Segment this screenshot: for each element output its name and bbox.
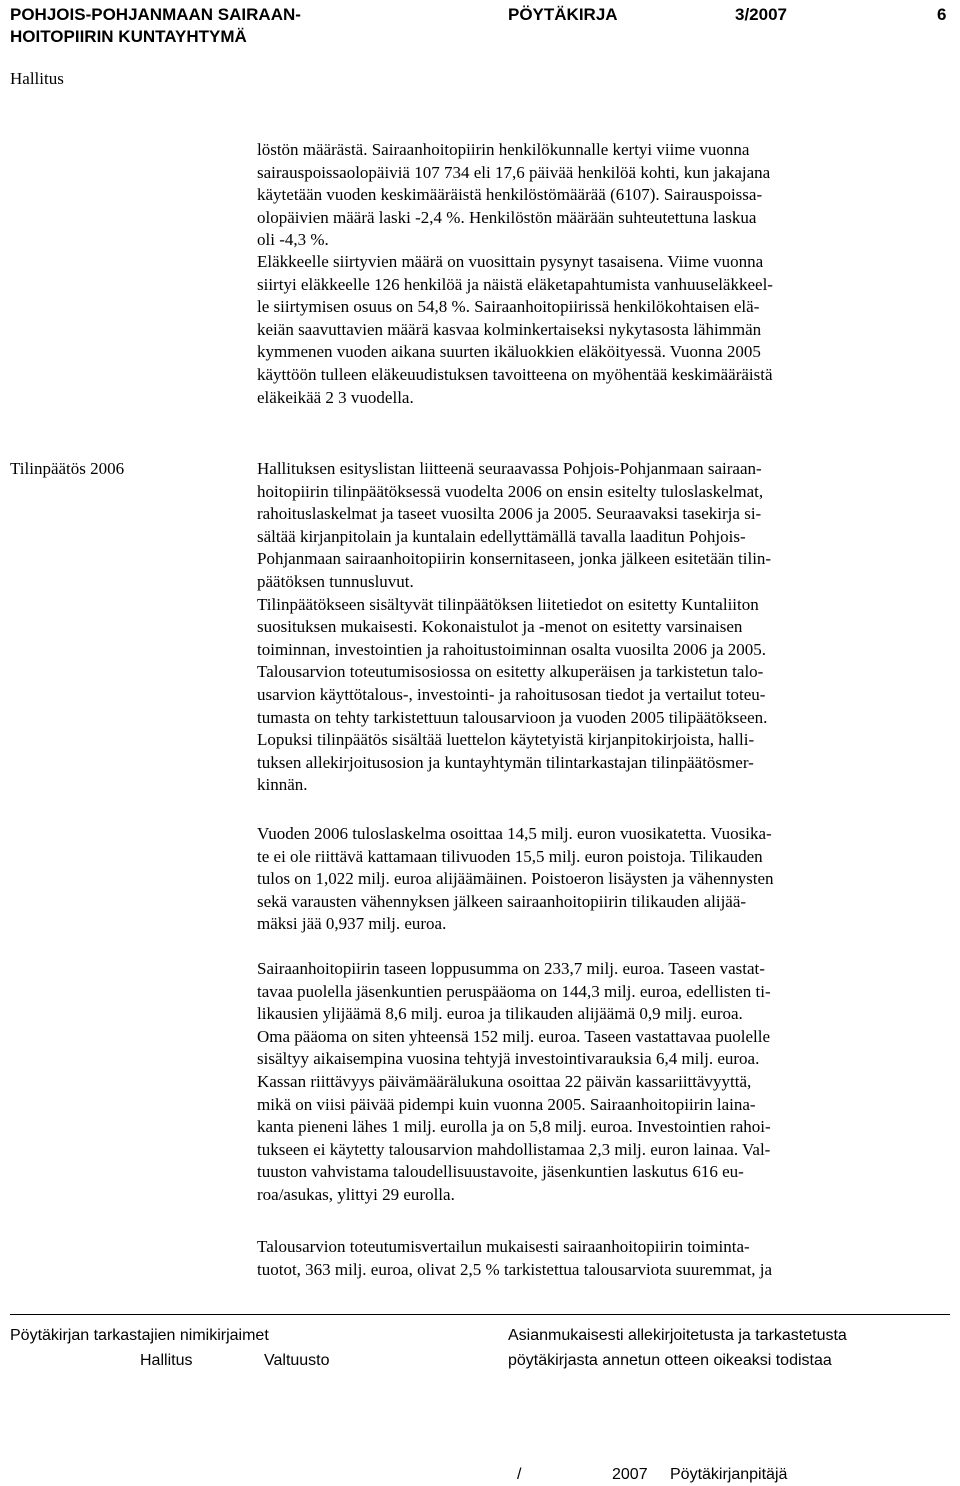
text-line: tuksen allekirjoitusosion ja kuntayhtymän tilintarkastajan tilinpäätösmer-: [257, 752, 754, 772]
text-line: kanta pieneni lähes 1 milj. eurolla ja on 5,8 milj. euroa. Investointien rahoi-: [257, 1117, 771, 1137]
organization-name: [10, 4, 301, 48]
text-line: tuuston vahvistama taloudellisuustavoite, jäsenkuntien laskutus 616 eu-: [257, 1162, 744, 1182]
text-line: Talousarvion toteutumisosiossa on esitetty alkuperäisen ja tarkistetun talo-: [257, 662, 764, 682]
text-line: löstön määrästä. Sairaanhoitopiirin henkilökunnalle kertyi viime vuonna: [257, 140, 750, 159]
text-line: te ei ole riittävä kattamaan tilivuoden 15,5 milj. euron poistoja. Tilikauden: [257, 846, 763, 866]
paragraph: [257, 1236, 957, 1281]
text-line: rahoituslaskelmat ja taseet vuosilta 2006 ja 2005. Seuraavaksi tasekirja si-: [257, 504, 762, 524]
text-line: käyttöön tulleen eläkeuudistuksen tavoitteena on myöhentää keskimääräistä: [257, 364, 773, 384]
text-line: oli -4,3 %.: [257, 230, 329, 250]
text-line: Eläkkeelle siirtyvien määrä on vuosittain pysynyt tasaisena. Viime vuonna: [257, 252, 764, 271]
initials-title: Pöytäkirjan tarkastajien nimikirjaimet: [10, 1327, 269, 1344]
organization-name-line1: POHJOIS-POHJANMAAN SAIRAAN-: [10, 5, 301, 24]
certification-line2: pöytäkirjasta annetun otteen oikeaksi todistaa: [508, 1352, 832, 1369]
initials-hallitus-label: Hallitus: [140, 1352, 193, 1369]
issue-number: 3/2007: [735, 5, 787, 24]
text-line: tulos on 1,022 milj. euroa alijäämäinen. Poistoeron lisäysten ja vähennysten: [257, 869, 774, 889]
keeper-label: Pöytäkirjanpitäjä: [670, 1466, 788, 1483]
text-line: tuotot, 363 milj. euroa, olivat 2,5 % tarkistettua talousarviota suuremmat, ja: [257, 1259, 773, 1279]
text-line: Oma pääoma on siten yhteensä 152 milj. euroa. Taseen vastattavaa puolelle: [257, 1026, 771, 1046]
page-number: 6: [937, 5, 947, 24]
text-line: keiän saavuttavien määrä kasvaa kolminkertaiseksi nykytasosta lähimmän: [257, 319, 762, 339]
text-line: Pohjanmaan sairaanhoitopiirin konsernitaseen, jonka jälkeen esitetään tilin-: [257, 549, 772, 569]
paragraph: [257, 251, 957, 409]
organization-name-line2: HOITOPIIRIN KUNTAYHTYMÄ: [10, 27, 247, 46]
text-line: Tilinpäätökseen sisältyvät tilinpäätöksen liitetiedot on esitetty Kuntaliiton: [257, 594, 759, 614]
document-type: PÖYTÄKIRJA: [508, 5, 618, 24]
date-separator: /: [517, 1466, 522, 1483]
text-line: tavaa puolella jäsenkuntien peruspääoma on 144,3 milj. euroa, edellisten ti-: [257, 981, 771, 1001]
text-line: mäksi jää 0,937 milj. euroa.: [257, 914, 447, 934]
paragraph: [257, 458, 957, 797]
meeting-body: Hallitus: [10, 69, 64, 88]
certification-line1: Asianmukaisesti allekirjoitetusta ja tarkastetusta: [508, 1327, 847, 1344]
initials-valtuusto-label: Valtuusto: [264, 1352, 330, 1369]
text-line: likausien ylijäämä 8,6 milj. euroa ja tilikauden alijäämä 0,9 milj. euroa.: [257, 1004, 743, 1024]
text-line: mikä on viisi päivää pidempi kuin vuonna 2005. Sairaanhoitopiirin laina-: [257, 1094, 756, 1114]
text-line: olopäivien määrä laski -2,4 %. Henkilöstön määrään suhteutettuna laskua: [257, 207, 757, 227]
text-line: kymmenen vuoden aikana suurten ikäluokkien eläköityessä. Vuonna 2005: [257, 342, 761, 362]
text-line: tukseen ei käytetty talousarvion mahdollistamaa 2,3 milj. euron lainaa. Val-: [257, 1139, 771, 1159]
text-line: sisältyy aikaisempina vuosina tehtyjä investointivarauksia 6,4 milj. euroa.: [257, 1049, 760, 1069]
text-line: le siirtymisen osuus on 54,8 %. Sairaanhoitopiirissä henkilökohtaisen elä-: [257, 297, 760, 317]
text-line: kinnän.: [257, 775, 308, 795]
text-line: Vuoden 2006 tuloslaskelma osoittaa 14,5 milj. euron vuosikatetta. Vuosika-: [257, 824, 772, 843]
text-line: Kassan riittävyys päivämäärälukuna osoittaa 22 päivän kassariittävyyttä,: [257, 1071, 752, 1091]
page-header: [0, 0, 960, 100]
paragraph: [257, 958, 957, 1207]
text-line: Talousarvion toteutumisvertailun mukaisesti sairaanhoitopiirin toiminta-: [257, 1237, 750, 1256]
text-line: eläkeikää 2 3 vuodella.: [257, 387, 414, 407]
text-line: päätöksen tunnusluvut.: [257, 571, 414, 591]
date-year: 2007: [612, 1466, 648, 1483]
text-line: Sairaanhoitopiirin taseen loppusumma on 233,7 milj. euroa. Taseen vastat-: [257, 959, 765, 978]
text-line: sältää kirjanpitolain ja kuntalain edellyttämällä tavalla laaditun Pohjois-: [257, 526, 746, 546]
text-line: roa/asukas, ylittyi 29 eurolla.: [257, 1184, 455, 1204]
text-line: tumasta on tehty tarkistettuun talousarvioon ja vuoden 2005 tilipäätökseen.: [257, 707, 768, 727]
text-line: sairauspoissaolopäiviä 107 734 eli 17,6 päivää henkilöä kohti, kun jakajana: [257, 162, 771, 182]
text-line: käytetään vuoden keskimääräistä henkilöstömäärää (6107). Sairauspoissa-: [257, 185, 763, 205]
text-line: toiminnan, investointien ja rahoitustoiminnan osalta vuosilta 2006 ja 2005.: [257, 639, 766, 659]
section-label: Tilinpäätös 2006: [10, 459, 125, 478]
text-line: suosituksen mukaisesti. Kokonaistulot ja -menot on esitetty varsinaisen: [257, 617, 743, 637]
text-line: siirtyi eläkkeelle 126 henkilöä ja näistä eläketapahtumista vanhuuseläkkeel-: [257, 274, 773, 294]
text-line: sekä varausten vähennyksen jälkeen sairaanhoitopiirin tilikauden alijää-: [257, 891, 747, 911]
text-line: Lopuksi tilinpäätös sisältää luettelon käytetyistä kirjanpitokirjoista, halli-: [257, 730, 755, 750]
text-line: Hallituksen esityslistan liitteenä seuraavassa Pohjois-Pohjanmaan sairaan-: [257, 459, 762, 478]
paragraph: [257, 823, 957, 936]
text-line: usarvion käyttötalous-, investointi- ja rahoitusosan tiedot ja vertailut toteu-: [257, 684, 766, 704]
text-line: hoitopiirin tilinpäätöksessä vuodelta 2006 on ensin esitelty tuloslaskelmat,: [257, 481, 764, 501]
footer-rule: [10, 1314, 950, 1315]
paragraph: [257, 139, 957, 252]
